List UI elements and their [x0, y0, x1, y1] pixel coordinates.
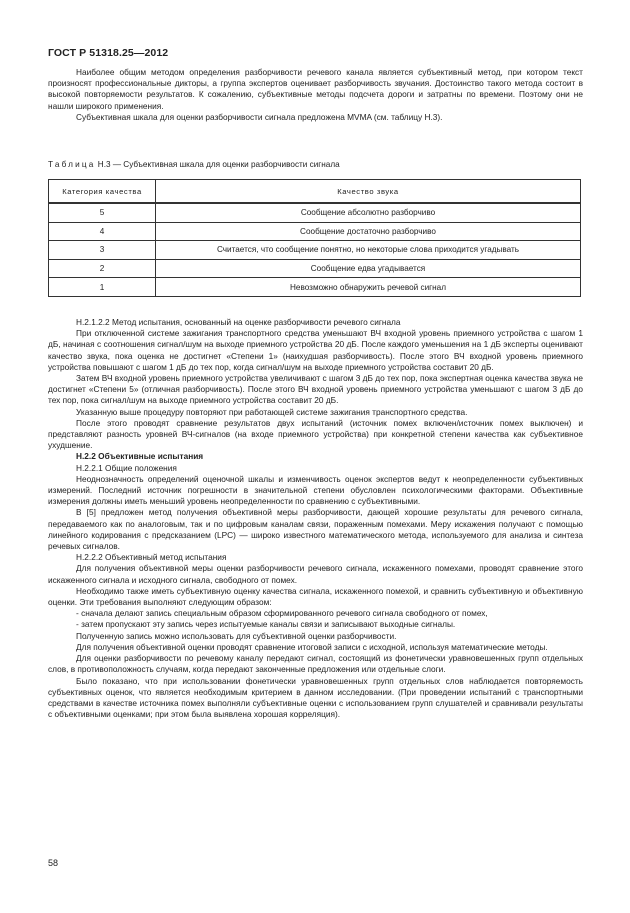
body-text	[48, 317, 583, 720]
table-cell-description: Сообщение едва угадывается	[156, 259, 581, 278]
table-header-quality: Качество звука	[156, 180, 581, 204]
table-caption-label: Таблица	[48, 160, 96, 169]
table-header-category: Категория качества	[49, 180, 156, 204]
table-cell-category: 2	[49, 259, 156, 278]
body-paragraph: Указанную выше процедуру повторяют при работающей системе зажигания транспортного средства.	[76, 406, 468, 417]
table-row	[49, 203, 581, 222]
list-item: - сначала делают запись специальным образом сформированного речевого сигнала свободного от помех,	[76, 608, 488, 619]
list-item: - затем пропускают эту запись через испытуемые каналы связи и записывают выходные сигналы.	[76, 619, 456, 630]
table-cell-category: 3	[49, 241, 156, 260]
table-row	[49, 278, 581, 297]
body-paragraph: Для получения объективной оценки проводят сравнение итоговой записи с исходной, используя математические методы.	[76, 641, 548, 652]
table-header-row	[49, 180, 581, 204]
table-row	[49, 259, 581, 278]
body-paragraph: Было показано, что при использовании фонетически уравновешенных групп отдельных слов наблюдается повторяемость субъективных оценок, что является необходимым критерием в данном исследовании. (При проведении испытаний с транспортными средствами в качестве источника помех выполняли субъективные оценки с использованием групп слушателей и сравнивали результаты с объективными оценками; при этом была выявлена хорошая корреляция).	[48, 675, 583, 720]
body-paragraph: После этого проводят сравнение результатов двух испытаний (источник помех включен/источник помех выключен) и представляют разность уровней ВЧ-сигналов (на входе приемного устройства) при конкретной степени качества как субъективное ухудшение.	[48, 417, 583, 451]
quality-scale-table	[48, 179, 581, 297]
intro-paragraph: Субъективная шкала для оценки разборчивости сигнала предложена MVMA (см. таблицу Н.3).	[76, 111, 443, 122]
subsection-heading: Н.2.2.2 Объективный метод испытания	[76, 552, 227, 563]
table-caption	[48, 160, 340, 169]
table-cell-description: Невозможно обнаружить речевой сигнал	[156, 278, 581, 297]
body-paragraph: Для оценки разборчивости по речевому каналу передают сигнал, состоящий из фонетически уравновешенных групп отдельных слов, в противоположность случаям, когда передают законченные предложения или отдельные слоги.	[48, 653, 583, 675]
body-paragraph: Полученную запись можно использовать для субъективной оценки разборчивости.	[76, 630, 397, 641]
body-paragraph: Необходимо также иметь субъективную оценку качества сигнала, искаженного помехой, и сравнить субъективную и объективную оценки. Эти требования выполняют следующим образом:	[48, 585, 583, 608]
subsection-heading: Н.2.2.1 Общие положения	[76, 462, 177, 473]
intro-text	[48, 67, 583, 123]
table-cell-category: 5	[49, 203, 156, 222]
page-number: 58	[48, 858, 59, 868]
table-row	[49, 222, 581, 241]
table-cell-category: 4	[49, 222, 156, 241]
table-row	[49, 241, 581, 260]
body-paragraph: Для получения объективной меры оценки разборчивости речевого сигнала, искаженного помехами, проводят сравнение этого искаженного сигнала и исходного сигнала, свободного от помех.	[48, 563, 583, 585]
subsection-heading: Н.2.1.2.2 Метод испытания, основанный на оценке разборчивости речевого сигнала	[76, 317, 401, 327]
table-cell-category: 1	[49, 278, 156, 297]
intro-paragraph: Наиболее общим методом определения разборчивости речевого канала является субъективный метод, при котором текст произносят профессиональные дикторы, а группа экспертов оценивает разборчивость звучания. Достоинство такого метода состоит в высокой повторяемости результатов. К сожалению, субъективные методы подсчета дороги и затратны по времени. Поэтому они не нашли широкого применения.	[48, 67, 583, 111]
body-paragraph: Неоднозначность определений оценочной шкалы и изменчивость оценок экспертов ведут к неопределенности субъективных измерений. Последний источник погрешности в значительной степени обусловлен психологическими факторами. Объективные измерения должны иметь меньший уровень неопределенности по сравнению с субъективными.	[48, 473, 583, 507]
table-cell-description: Считается, что сообщение понятно, но некоторые слова приходится угадывать	[156, 241, 581, 260]
body-paragraph: В [5] предложен метод получения объективной меры разборчивости, дающей хорошие результаты для речевого сигнала, передаваемого как по аналоговым, так и по цифровым каналам связи, пораженным помехами. Меру искажения получают с помощью линейного кодирования с предсказанием (LPC) — широко известного математического метода, используемого для анализа и синтеза речевых сигналов.	[48, 507, 583, 552]
table-cell-description: Сообщение абсолютно разборчиво	[156, 203, 581, 222]
table-cell-description: Сообщение достаточно разборчиво	[156, 222, 581, 241]
body-paragraph: При отключенной системе зажигания транспортного средства уменьшают ВЧ входной уровень приемного устройства с шагом 1 дБ, начиная с соотношения сигнал/шум на выходе приемного устройства 20 дБ. После каждого уменьшения на 1 дБ эксперты оценивают качество звука, пока оценка не достигнет «Степени 1» (наихудшая разборчивость). После этого ВЧ входной уровень приемного устройства повышают с шагом 1 дБ до тех пор, когда сигнал/шум на выходе приемного устройства составит 20 дБ.	[48, 328, 583, 372]
standard-header: ГОСТ Р 51318.25—2012	[48, 47, 169, 59]
body-paragraph: Затем ВЧ входной уровень приемного устройства увеличивают с шагом 3 дБ до тех пор, пока экспертная оценка качества звука не достигнет «Степени 5» (отличная разборчивость). После этого ВЧ входной уровень приемного устройства уменьшают с шагом 3 дБ до тех пор, пока сигнал/шум на выходе приемного устройства составит 20 дБ.	[48, 373, 583, 406]
section-heading: Н.2.2 Объективные испытания	[76, 451, 204, 462]
table-caption-text: Н.3 — Субъективная шкала для оценки разборчивости сигнала	[97, 160, 340, 169]
